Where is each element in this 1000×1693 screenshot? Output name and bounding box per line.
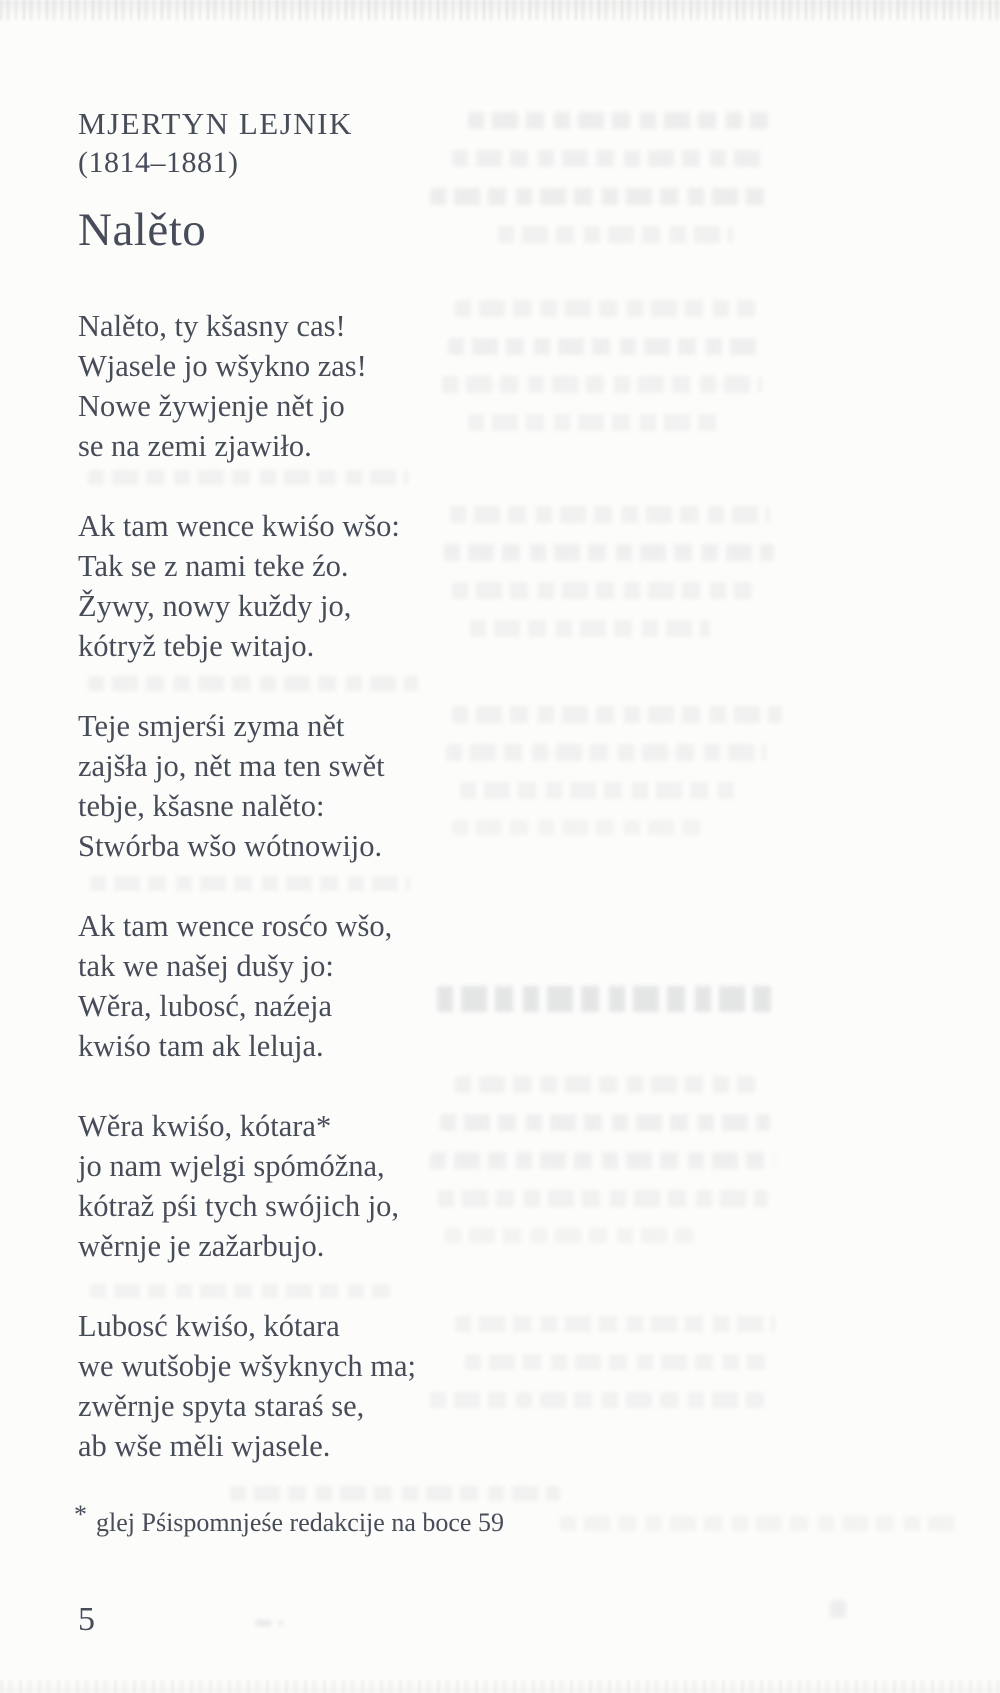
author-years: (1814–1881) xyxy=(78,146,239,179)
top-edge-showthrough xyxy=(0,0,1000,20)
showthrough-ghost-line xyxy=(430,1152,775,1169)
poem-line: jo nam wjelgi spómóžna, xyxy=(78,1149,385,1183)
stanza-3 xyxy=(78,706,416,866)
showthrough-ghost-line xyxy=(450,506,770,523)
showthrough-ghost-line xyxy=(440,1114,770,1131)
author-block xyxy=(78,104,353,182)
poem-line: ab wše měli wjasele. xyxy=(78,1429,331,1463)
showthrough-ghost-line xyxy=(437,986,772,1012)
poem-line: kótraž pśi tych swójich jo, xyxy=(78,1189,400,1223)
poem-line: we wutšobje wšyknych ma; xyxy=(78,1349,416,1383)
showthrough-ghost-line xyxy=(468,414,718,431)
stanza-4 xyxy=(78,906,416,1066)
poem-line: kótryž tebje witajo. xyxy=(78,629,315,663)
showthrough-ghost-line xyxy=(498,226,733,243)
bottom-edge-showthrough xyxy=(0,1680,1000,1693)
showthrough-ghost-line xyxy=(430,1392,770,1408)
poem-line: Stwórba wšo wótnowijo. xyxy=(78,829,383,863)
stanza-5 xyxy=(78,1106,416,1266)
poem-line: zwěrnje spyta staraś se, xyxy=(78,1389,365,1423)
poem-line: Nalěto, ty kšasny cas! xyxy=(78,309,346,343)
stanza-6 xyxy=(78,1306,416,1466)
page-number: 5 xyxy=(78,1601,95,1638)
poem-line: zajšła jo, nět ma ten swět xyxy=(78,749,385,783)
footnote-text: glej Pśispomnjeśe redakcije na boce 59 xyxy=(96,1507,504,1537)
poem-line: Ak tam wence kwiśo wšo: xyxy=(78,509,400,543)
poem-line: tebje, kšasne nalěto: xyxy=(78,789,325,823)
poem-line: Wěra, lubosć, naźeja xyxy=(78,989,333,1023)
showthrough-ghost-line xyxy=(445,1228,695,1243)
showthrough-ghost-line xyxy=(455,300,755,317)
poem-title: Nalěto xyxy=(78,204,207,256)
showthrough-ghost-line xyxy=(438,1190,768,1207)
poem-line: tak we našej dušy jo: xyxy=(78,949,334,983)
showthrough-ghost-line xyxy=(470,620,710,637)
showthrough-ghost-line xyxy=(446,744,766,761)
poem-line: Lubosć kwiśo, kótara xyxy=(78,1309,340,1343)
poem-line: kwiśo tam ak leluja. xyxy=(78,1029,324,1063)
showthrough-ghost-line xyxy=(255,1620,283,1626)
showthrough-ghost-line xyxy=(430,188,765,205)
showthrough-ghost-line xyxy=(460,782,740,799)
showthrough-ghost-line xyxy=(442,376,762,393)
showthrough-ghost-line xyxy=(452,706,782,723)
showthrough-ghost-line xyxy=(444,544,774,561)
poem-line: Ak tam wence rosćo wšo, xyxy=(78,909,393,943)
stanza-2 xyxy=(78,506,416,666)
poem-line: Teje smjerśi zyma nět xyxy=(78,709,345,743)
showthrough-ghost-line xyxy=(465,1354,765,1370)
author-name: MJERTYN LEJNIK xyxy=(78,106,353,141)
poem-line: Tak se z nami teke źo. xyxy=(78,549,349,583)
footnote xyxy=(74,1498,504,1540)
showthrough-ghost-line xyxy=(560,1516,960,1531)
showthrough-ghost-line xyxy=(830,1600,846,1618)
poem-line: Wěra kwiśo, kótara* xyxy=(78,1109,332,1143)
poem-body xyxy=(78,306,416,1506)
poem-line: se na zemi zjawiło. xyxy=(78,429,312,463)
poem-line: wěrnje je zažarbujo. xyxy=(78,1229,325,1263)
showthrough-ghost-line xyxy=(455,1316,775,1332)
showthrough-ghost-line xyxy=(452,820,702,835)
showthrough-ghost-line xyxy=(452,150,762,167)
showthrough-ghost-line xyxy=(468,112,768,129)
poem-line: Nowe žywjenje nět jo xyxy=(78,389,345,423)
showthrough-ghost-line xyxy=(448,338,763,355)
stanza-1 xyxy=(78,306,416,466)
poem-line: Žywy, nowy kuždy jo, xyxy=(78,589,352,623)
showthrough-ghost-line xyxy=(455,1076,755,1093)
showthrough-ghost-line xyxy=(452,582,752,599)
footnote-asterisk: * xyxy=(74,1500,87,1529)
poem-line: Wjasele jo wšykno zas! xyxy=(78,349,367,383)
